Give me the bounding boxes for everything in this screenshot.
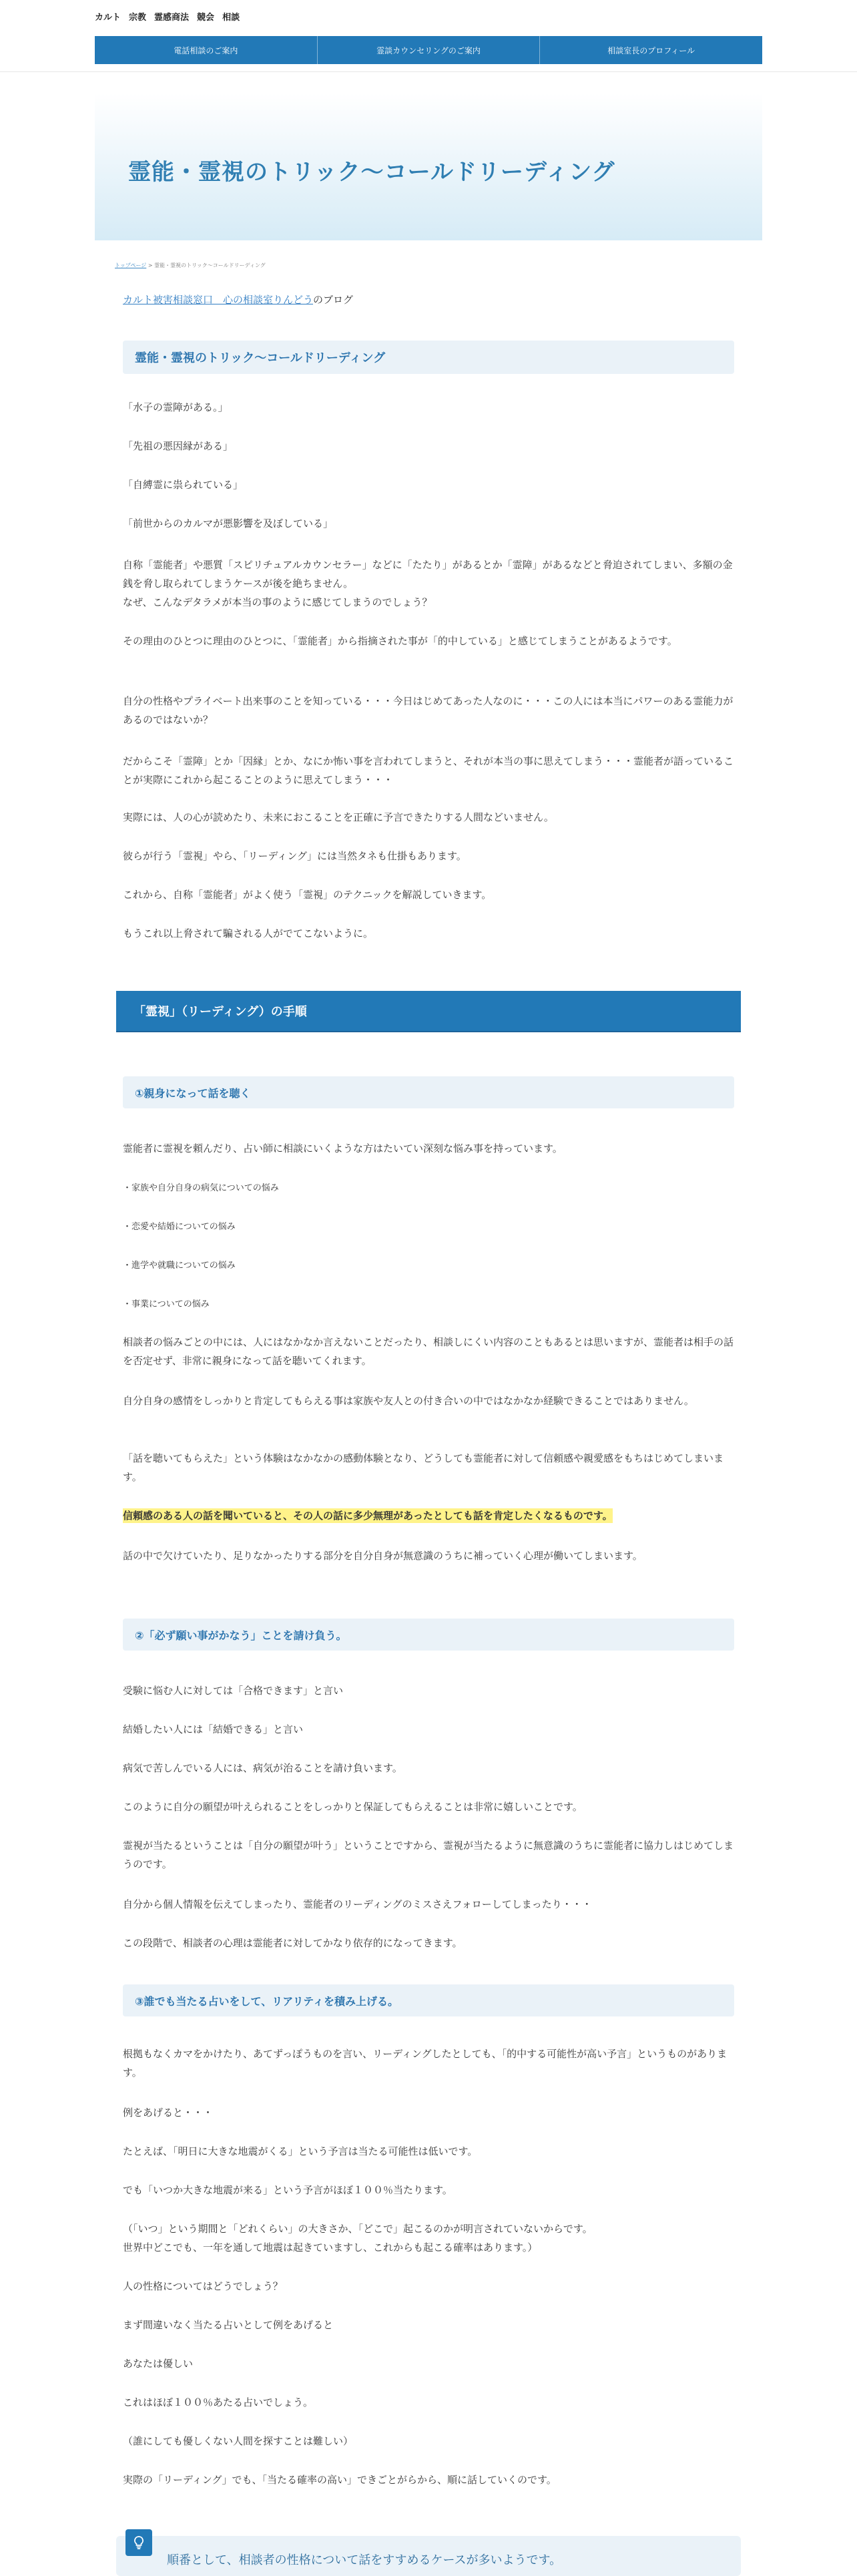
nav-item-phone-consultation[interactable]: 電話相談のご案内 <box>95 36 318 64</box>
step-3-line-9: あなたは優しい <box>123 2358 194 2370</box>
step-3-line-8: まず間違いなく当たる占いとして例をあげると <box>123 2319 334 2331</box>
breadcrumb-current: 霊能・霊視のトリック〜コールドリーディング <box>154 262 266 268</box>
header-link-spiritual-sales[interactable]: 霊感商法 <box>154 13 190 23</box>
highlighted-text: 信頼感のある人の話を聞いていると、その人の話に多少無理があったとしても話を肯定したくなるものです。 <box>123 1510 613 1522</box>
page-title: 霊能・霊視のトリック〜コールドリーディング <box>128 159 615 186</box>
header-links <box>95 10 240 23</box>
intro-paragraph-5: 自称「霊能者」や悪質「スピリチュアルカウンセラー」などに「たたり」があるとか「霊障」があるなどと脅迫されてしまい、多額の金銭を脅し取られてしまうケースが後を絶ちません。 <box>123 559 733 590</box>
step-1-lead: 霊能者に霊視を頼んだり、占い師に相談にいくような方はたいてい深刻な悩み事を持っています。 <box>123 1142 563 1154</box>
step-1-paragraph-2: 自分自身の感情をしっかりと肯定してもらえる事は家族や友人との付き合いの中ではなかなか経験できることではありません。 <box>123 1395 694 1407</box>
step-2-line-3: 病気で苦しんでいる人には、病気が治ることを請け負います。 <box>123 1762 402 1774</box>
blog-home-link[interactable]: カルト被害相談窓口 心の相談室りんどう <box>123 294 314 306</box>
step-3-heading: ③誰でも当たる占いをして、リアリティを積み上げる。 <box>123 1984 734 2016</box>
step-2-line-7: この段階で、相談者の心理は霊能者に対してかなり依存的になってきます。 <box>123 1937 463 1949</box>
worry-item-love: ・恋愛や結婚についての悩み <box>123 1222 236 1232</box>
step-3-line-12: 実際の「リーディング」でも、「当たる確率の高い」できごとがらから、順に話していくのです。 <box>123 2474 557 2486</box>
step-2-line-6: 自分から個人情報を伝えてしまったり、霊能者のリーディングのミスさえフォローしてしまったり・・・ <box>123 1898 592 1910</box>
step-2-heading: ②「必ず願い事がかなう」ことを請け負う。 <box>123 1619 734 1651</box>
worry-item-health: ・家族や自分自身の病気についての悩み <box>123 1183 279 1193</box>
step-1-highlight <box>123 1506 734 1525</box>
nav-item-profile[interactable]: 相談室長のプロフィール <box>607 45 695 55</box>
step-1-paragraph-4: 話の中で欠けていたり、足りなかったりする部分を自分自身が無意識のうちに補っていく心理が働いてしまいます。 <box>123 1550 643 1562</box>
lightbulb-icon <box>125 2529 152 2556</box>
header-link-consult[interactable]: 相談 <box>222 13 240 23</box>
header-link-kyokai[interactable]: 競会 <box>197 13 215 23</box>
intro-line-3: 「自縛霊に祟られている」 <box>123 479 244 491</box>
step-3-line-3: たとえば、「明日に大きな地震がくる」という予言は当たる可能性は低いです。 <box>123 2145 478 2157</box>
header-link-religion[interactable]: 宗教 <box>129 13 147 23</box>
article-content <box>95 240 762 2572</box>
section-heading-reading-steps: 「霊視」（リーディング）の手順 <box>116 991 741 1031</box>
step-2-line-2: 結婚したい人には「結婚できる」と言い <box>123 1723 304 1735</box>
site-header <box>0 0 857 72</box>
step-3-line-11: （誰にしても優しくない人間を探すことは難しい） <box>123 2435 354 2447</box>
step-2-line-1: 受験に悩む人に対しては「合格できます」と言い <box>123 1685 344 1697</box>
intro-paragraph-6: なぜ、こんなデタラメが本当の事のように感じてしまうのでしょう？ <box>123 596 433 608</box>
step-2-line-4: このように自分の願望が叶えられることをしっかりと保証してもらえることは非常に嬉しいことです。 <box>123 1801 583 1813</box>
intro-paragraph-7: その理由のひとつに理由のひとつに、「霊能者」から指摘された事が「的中している」と感じてしまうことがあるようです。 <box>123 635 677 647</box>
breadcrumb-home-link[interactable]: トップページ <box>115 262 147 268</box>
breadcrumb-separator: > <box>146 262 155 268</box>
step-1-paragraph-1: 相談者の悩みごとの中には、人にはなかなか言えないことだったり、相談しにくい内容のこともあるとは思いますが、霊能者は相手の話を否定せず、非常に親身になって話を聴いてくれます。 <box>123 1336 734 1367</box>
global-nav <box>95 36 762 64</box>
step-3-line-6: 世界中どこでも、一年を通して地震は起きていますし、これからも起こる確率はあります。） <box>123 2241 538 2253</box>
step-3-line-7: 人の性格についてはどうでしょう？ <box>123 2280 283 2292</box>
step-3-line-2: 例をあげると・・・ <box>123 2107 214 2119</box>
step-2-line-5: 霊視が当たるということは「自分の願望が叶う」ということですから、霊視が当たるように無意識のうちに霊能者に協力しはじめてしまうのです。 <box>123 1840 734 1870</box>
step-1-heading: ①親身になって話を聴く <box>123 1076 734 1108</box>
step-3-line-4: でも「いつか大きな地震が来る」という予言がほぼ１００％当たります。 <box>123 2184 453 2196</box>
intro-paragraph-10: 実際には、人の心が読めたり、未来におこることを正確に予言できたりする人間などいません。 <box>123 811 554 823</box>
intro-paragraph-12: これから、自称「霊能者」がよく使う「霊視」のテクニックを解説していきます。 <box>123 889 492 901</box>
intro-paragraph-8: 自分の性格やプライベート出来事のことを知っている・・・今日はじめてあった人なのに・・・この人には本当にパワーのある霊能力があるのではないか？ <box>123 695 734 726</box>
blog-suffix: のブログ <box>313 294 354 306</box>
step-1-paragraph-3: 「話を聴いてもらえた」という体験はなかなかの感動体験となり、どうしても霊能者に対して信頼感や親愛感をもちはじめてしまいます。 <box>123 1452 724 1483</box>
intro-paragraph-11: 彼らが行う「霊視」やら、「リーディング」には当然タネも仕掛もあります。 <box>123 850 467 862</box>
breadcrumb <box>115 262 266 269</box>
step-3-line-5: （「いつ」という期間と「どれくらい」の大きさか、「どこで」起こるのかが明言されていないからです。 <box>123 2223 593 2235</box>
step-3-line-1: 根拠もなくカマをかけたり、あてずっぽうものを言い、リーディングしたとしても、「的中する可能性が高い予言」というものがあります。 <box>123 2048 728 2079</box>
blog-byline <box>123 292 353 306</box>
intro-line-4: 「前世からのカルマが悪影響を及ぼしている」 <box>123 517 334 529</box>
worry-item-business: ・事業についての悩み <box>123 1299 210 1309</box>
article-heading: 霊能・霊視のトリック〜コールドリーディング <box>123 341 734 374</box>
header-link-cult[interactable]: カルト <box>95 13 121 23</box>
page-hero <box>95 93 762 240</box>
step-3-line-10: これはほぼ１００％あたる占いでしょう。 <box>123 2396 314 2408</box>
intro-line-2: 「先祖の悪因縁がある」 <box>123 440 234 452</box>
intro-line-1: 「水子の霊障がある。」 <box>123 401 228 413</box>
note-text: 順番として、相談者の性格について話をすすめるケースが多いようです。 <box>167 2553 562 2567</box>
intro-paragraph-9: だからこそ「霊障」とか「因縁」とか、なにか怖い事を言われてしまうと、それが本当の事に思えてしまう・・・霊能者が語っていることが実際にこれから起こることのように思えてしまう・・・ <box>123 755 734 786</box>
worry-item-career: ・進学や就職についての悩み <box>123 1261 236 1271</box>
nav-item-counseling[interactable]: 霊談カウンセリングのご案内 <box>318 36 541 64</box>
intro-paragraph-13: もうこれ以上脅されて騙される人がでてこないように。 <box>123 927 374 939</box>
note-box <box>116 2536 741 2576</box>
